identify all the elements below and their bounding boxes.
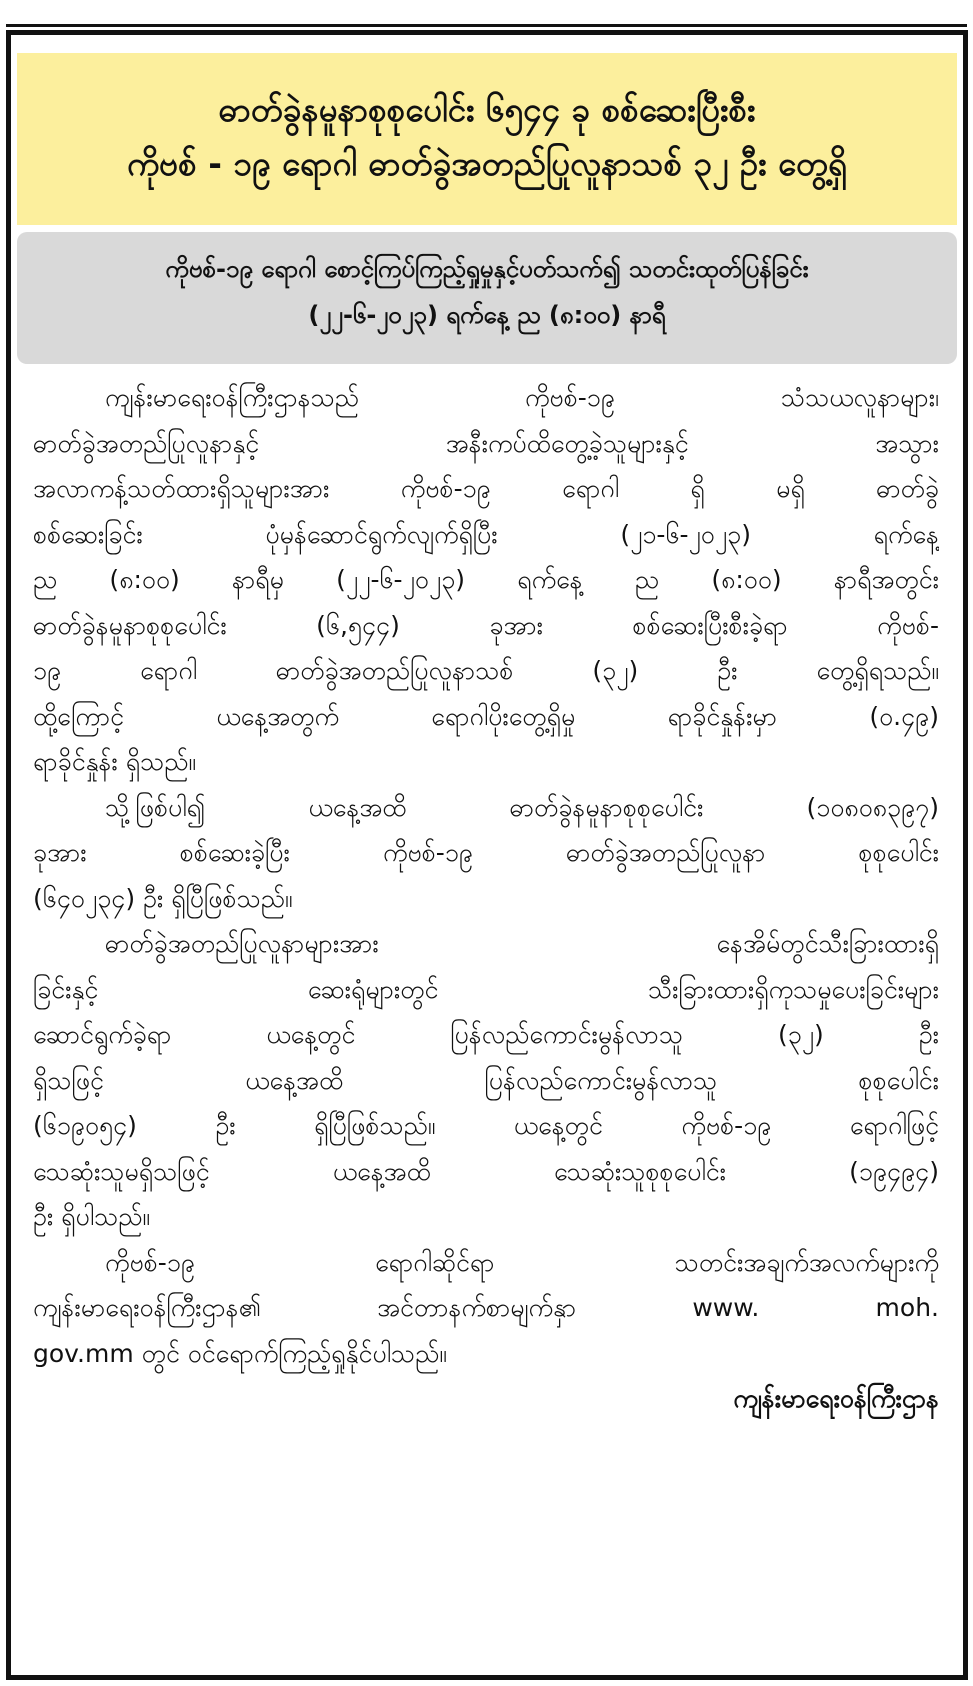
body-line: ဓာတ်ခွဲအတည်ပြုလူနာများအား နေအိမ်တွင်သီးခြားထားရှိ: [105, 929, 939, 958]
body-line: သို့ဖြစ်ပါ၍ ယနေ့အထိ ဓာတ်ခွဲနမူနာစုစုပေါင်း (၁၀၈၀၈၃၉၇): [105, 792, 939, 822]
body-line: စစ်ဆေးခြင်း ပုံမှန်ဆောင်ရွက်လျက်ရှိပြီး (၂၁-၆-၂၀၂၃) ရက်နေ့: [33, 519, 939, 549]
body-line: ကျန်းမာရေးဝန်ကြီးဌာနသည် ကိုဗစ်-၁၉ သံသယလူနာများ၊: [105, 383, 939, 412]
body-line: ဆောင်ရွက်ခဲ့ရာ ယနေ့တွင် ပြန်လည်ကောင်းမွန်လာသူ (၃၂) ဦး: [33, 1020, 939, 1049]
body-line: ခြင်းနှင့် ဆေးရုံများတွင် သီးခြားထားရှိကုသမှုပေးခြင်းများ: [33, 974, 939, 1004]
body-line: ခုအား စစ်ဆေးခဲ့ပြီး ကိုဗစ်-၁၉ ဓာတ်ခွဲအတည်ပြုလူနာ စုစုပေါင်း: [33, 838, 939, 867]
body-line: ကျန်းမာရေးဝန်ကြီးဌာန၏ အင်တာနက်စာမျက်နှာ www. moh.: [33, 1293, 939, 1322]
body-line: ည (၈:၀၀) နာရီမှ (၂၂-၆-၂၀၂၃) ရက်နေ့ ည (၈:၀၀) နာရီအတွင်း: [33, 565, 939, 594]
paragraph-1: [33, 375, 939, 785]
headline-box: [17, 53, 957, 225]
body-line: (၆၄၀၂၃၄) ဦး ရှိပြီဖြစ်သည်။: [33, 883, 293, 913]
body-line: gov.mm တွင် ဝင်ရောက်ကြည့်ရှုနိုင်ပါသည်။: [33, 1338, 447, 1368]
headline-line-1: ဓာတ်ခွဲနမူနာစုစုပေါင်း ၆၅၄၄ ခု စစ်ဆေးပြီးစီး: [218, 90, 756, 129]
body-line: ထို့ကြောင့် ယနေ့အတွက် ရောဂါပိုးတွေ့ရှိမှု ရာခိုင်နှုန်းမှာ (၀.၄၉): [33, 701, 939, 731]
subhead-box: [17, 232, 957, 364]
body-line: သေဆုံးသူမရှိသဖြင့် ယနေ့အထိ သေဆုံးသူစုစုပေါင်း (၁၉၄၉၄): [33, 1156, 939, 1186]
top-rule: [6, 24, 967, 27]
paragraph-4: [33, 1240, 939, 1377]
body-line: ၁၉ ရောဂါ ဓာတ်ခွဲအတည်ပြုလူနာသစ် (၃၂) ဦး တွေ့ရှိရသည်။: [33, 656, 939, 685]
subhead-line-1: ကိုဗစ်-၁၉ ရောဂါ စောင့်ကြပ်ကြည့်ရှုမှုနှင့်ပတ်သက်၍ သတင်းထုတ်ပြန်ခြင်း: [165, 255, 809, 283]
body-line: ဓာတ်ခွဲအတည်ပြုလူနာနှင့် အနီးကပ်ထိတွေ့ခဲ့သူများနှင့် အသွား: [33, 428, 939, 458]
body-line: ဦး ရှိပါသည်။: [33, 1202, 151, 1231]
body-line: (၆၁၉၀၅၄) ဦး ရှိပြီဖြစ်သည်။ ယနေ့တွင် ကိုဗစ်-၁၉ ရောဂါဖြင့်: [33, 1111, 939, 1140]
body-line: အလာကန့်သတ်ထားရှိသူများအား ကိုဗစ်-၁၉ ရောဂါ ရှိ မရှိ ဓာတ်ခွဲ: [33, 474, 939, 503]
paragraph-3: [33, 921, 939, 1240]
body-line: ကိုဗစ်-၁၉ ရောဂါဆိုင်ရာ သတင်းအချက်အလက်များကို: [105, 1247, 939, 1277]
headline-line-2: ကိုဗစ် - ၁၉ ရောဂါ ဓာတ်ခွဲအတည်ပြုလူနာသစ် ၃၂ ဦး တွေ့ရှိ: [127, 144, 847, 183]
signature: ကျန်းမာရေးဝန်ကြီးဌာန: [733, 1384, 939, 1413]
body-line: ဓာတ်ခွဲနမူနာစုစုပေါင်း (၆,၅၄၄) ခုအား စစ်ဆေးပြီးစီးခဲ့ရာ ကိုဗစ်-: [33, 610, 939, 640]
body-line: ရာခိုင်နှုန်း ရှိသည်။: [33, 747, 196, 776]
article-body: [33, 375, 939, 1422]
article-frame: [6, 30, 968, 1680]
subhead-line-2: (၂၂-၆-၂၀၂၃) ရက်နေ့ ည (၈:၀၀) နာရီ: [308, 301, 666, 329]
paragraph-2: [33, 785, 939, 922]
body-line: ရှိသဖြင့် ယနေ့အထိ ပြန်လည်ကောင်းမွန်လာသူ စုစုပေါင်း: [33, 1065, 939, 1095]
